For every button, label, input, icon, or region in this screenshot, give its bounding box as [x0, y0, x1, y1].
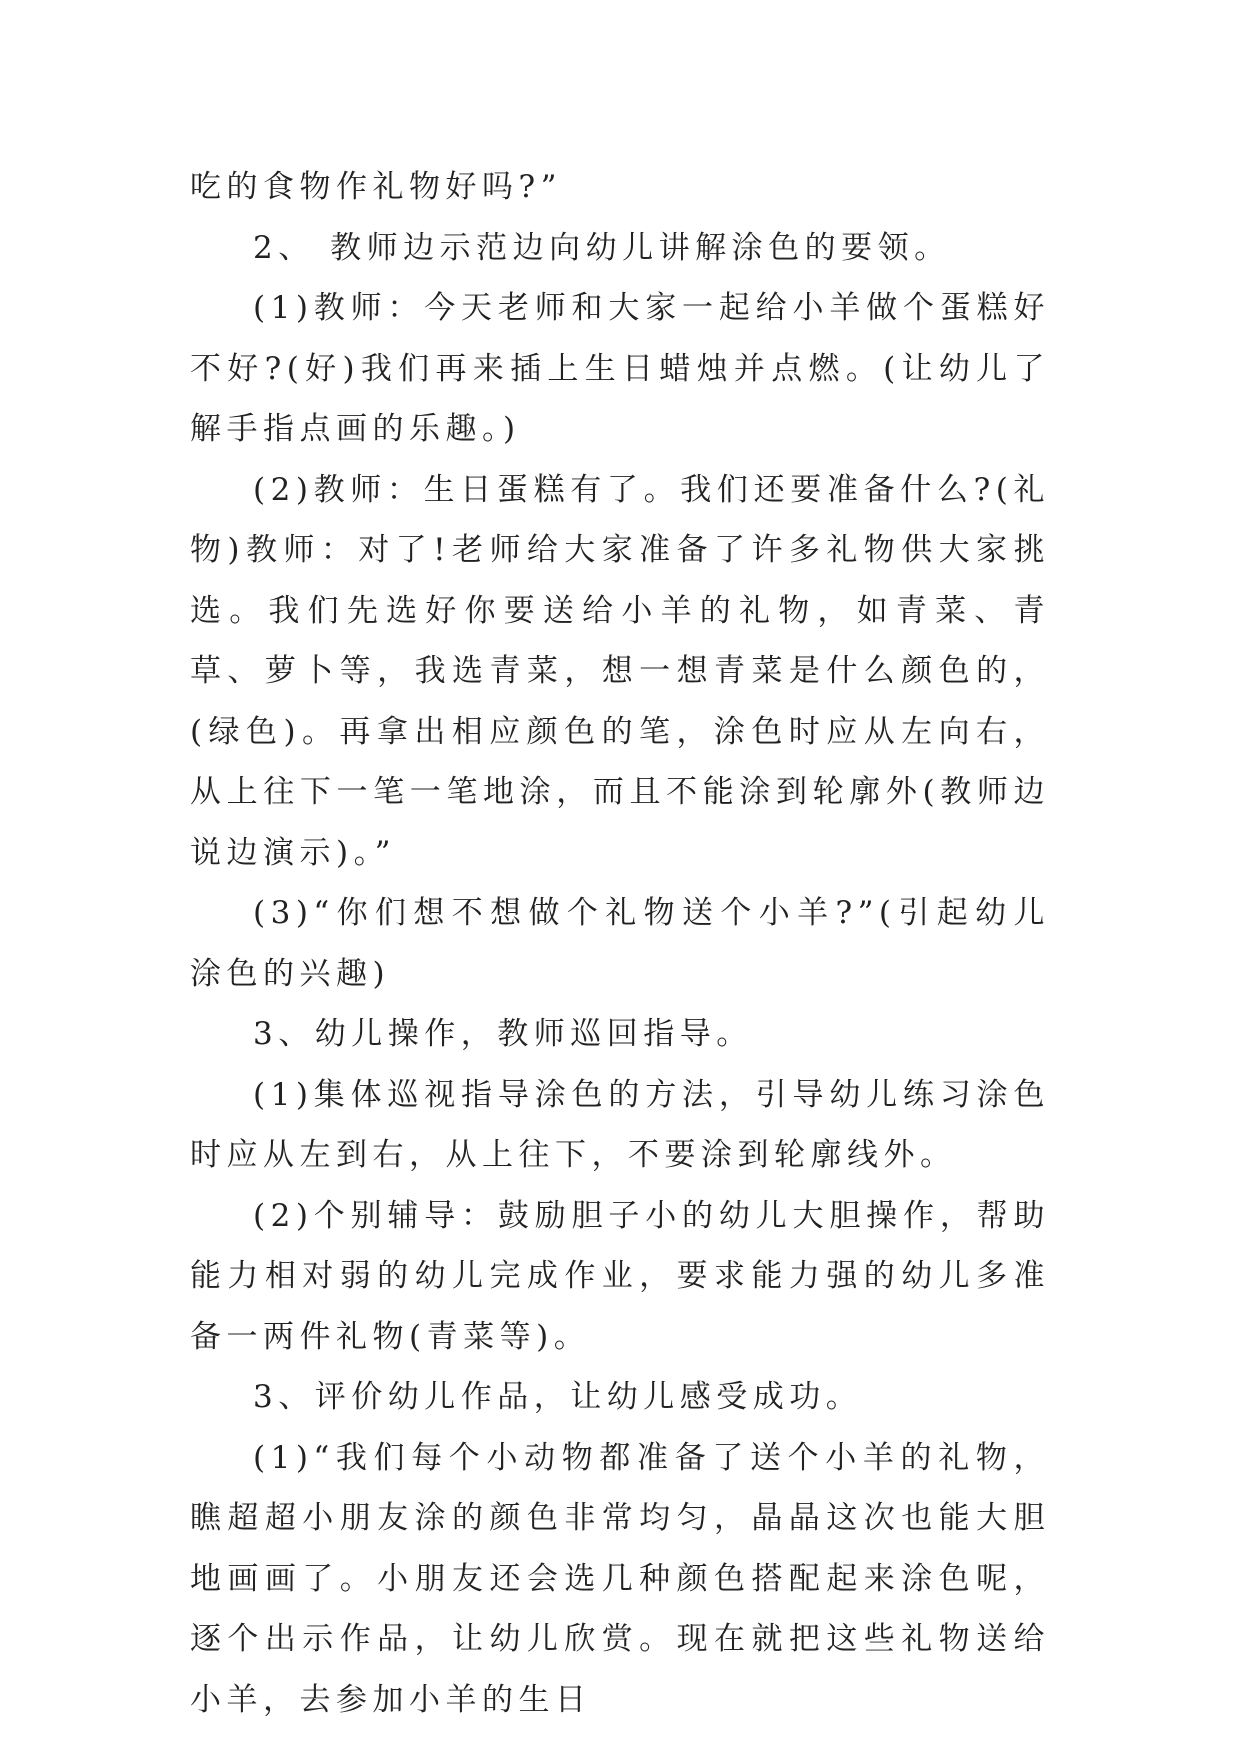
- document-body: [190, 157, 1050, 1730]
- paragraph-continuation: 吃的食物作礼物好吗?”: [190, 169, 562, 205]
- paragraph-evaluation-heading: 3、评价幼儿作品，让幼儿感受成功。: [253, 1379, 863, 1415]
- paragraph-step-2-item-3: (3)“你们想不想做个礼物送个小羊?”(引起幼儿涂色的兴趣): [190, 895, 1050, 992]
- paragraph-step-2-heading: 2、 教师边示范边向幼儿讲解涂色的要领。: [253, 229, 951, 266]
- paragraph-step-3-item-1: (1)集体巡视指导涂色的方法，引导幼儿练习涂色时应从左到右，从上往下，不要涂到轮廓线外。: [190, 1076, 1050, 1173]
- paragraph-step-2-item-1: (1)教师：今天老师和大家一起给小羊做个蛋糕好不好?(好)我们再来插上生日蜡烛并点燃。(让幼儿了解手指点画的乐趣。): [190, 290, 1050, 447]
- paragraph-step-2-item-2: (2)教师：生日蛋糕有了。我们还要准备什么?(礼物)教师：对了!老师给大家准备了许多礼物供大家挑选。我们先选好你要送给小羊的礼物，如青菜、青草、萝卜等，我选青菜，想一想青菜是什么颜色的，(绿色)。再拿出相应颜色的笔，涂色时应从左向右，从上往下一笔一笔地涂，而且不能涂到轮廓外(教师边说边演示)。”: [190, 471, 1050, 871]
- paragraph-step-3-heading: 3、幼儿操作，教师巡回指导。: [253, 1016, 753, 1052]
- paragraph-step-3-item-2: (2)个别辅导：鼓励胆子小的幼儿大胆操作，帮助能力相对弱的幼儿完成作业，要求能力强的幼儿多准备一两件礼物(青菜等)。: [190, 1197, 1050, 1355]
- paragraph-evaluation-item-1: (1)“我们每个小动物都准备了送个小羊的礼物，瞧超超小朋友涂的颜色非常均匀，晶晶这次也能大胆地画画了。小朋友还会选几种颜色搭配起来涂色呢，逐个出示作品，让幼儿欣赏。现在就把这些礼物送给小羊，去参加小羊的生日: [190, 1439, 1050, 1718]
